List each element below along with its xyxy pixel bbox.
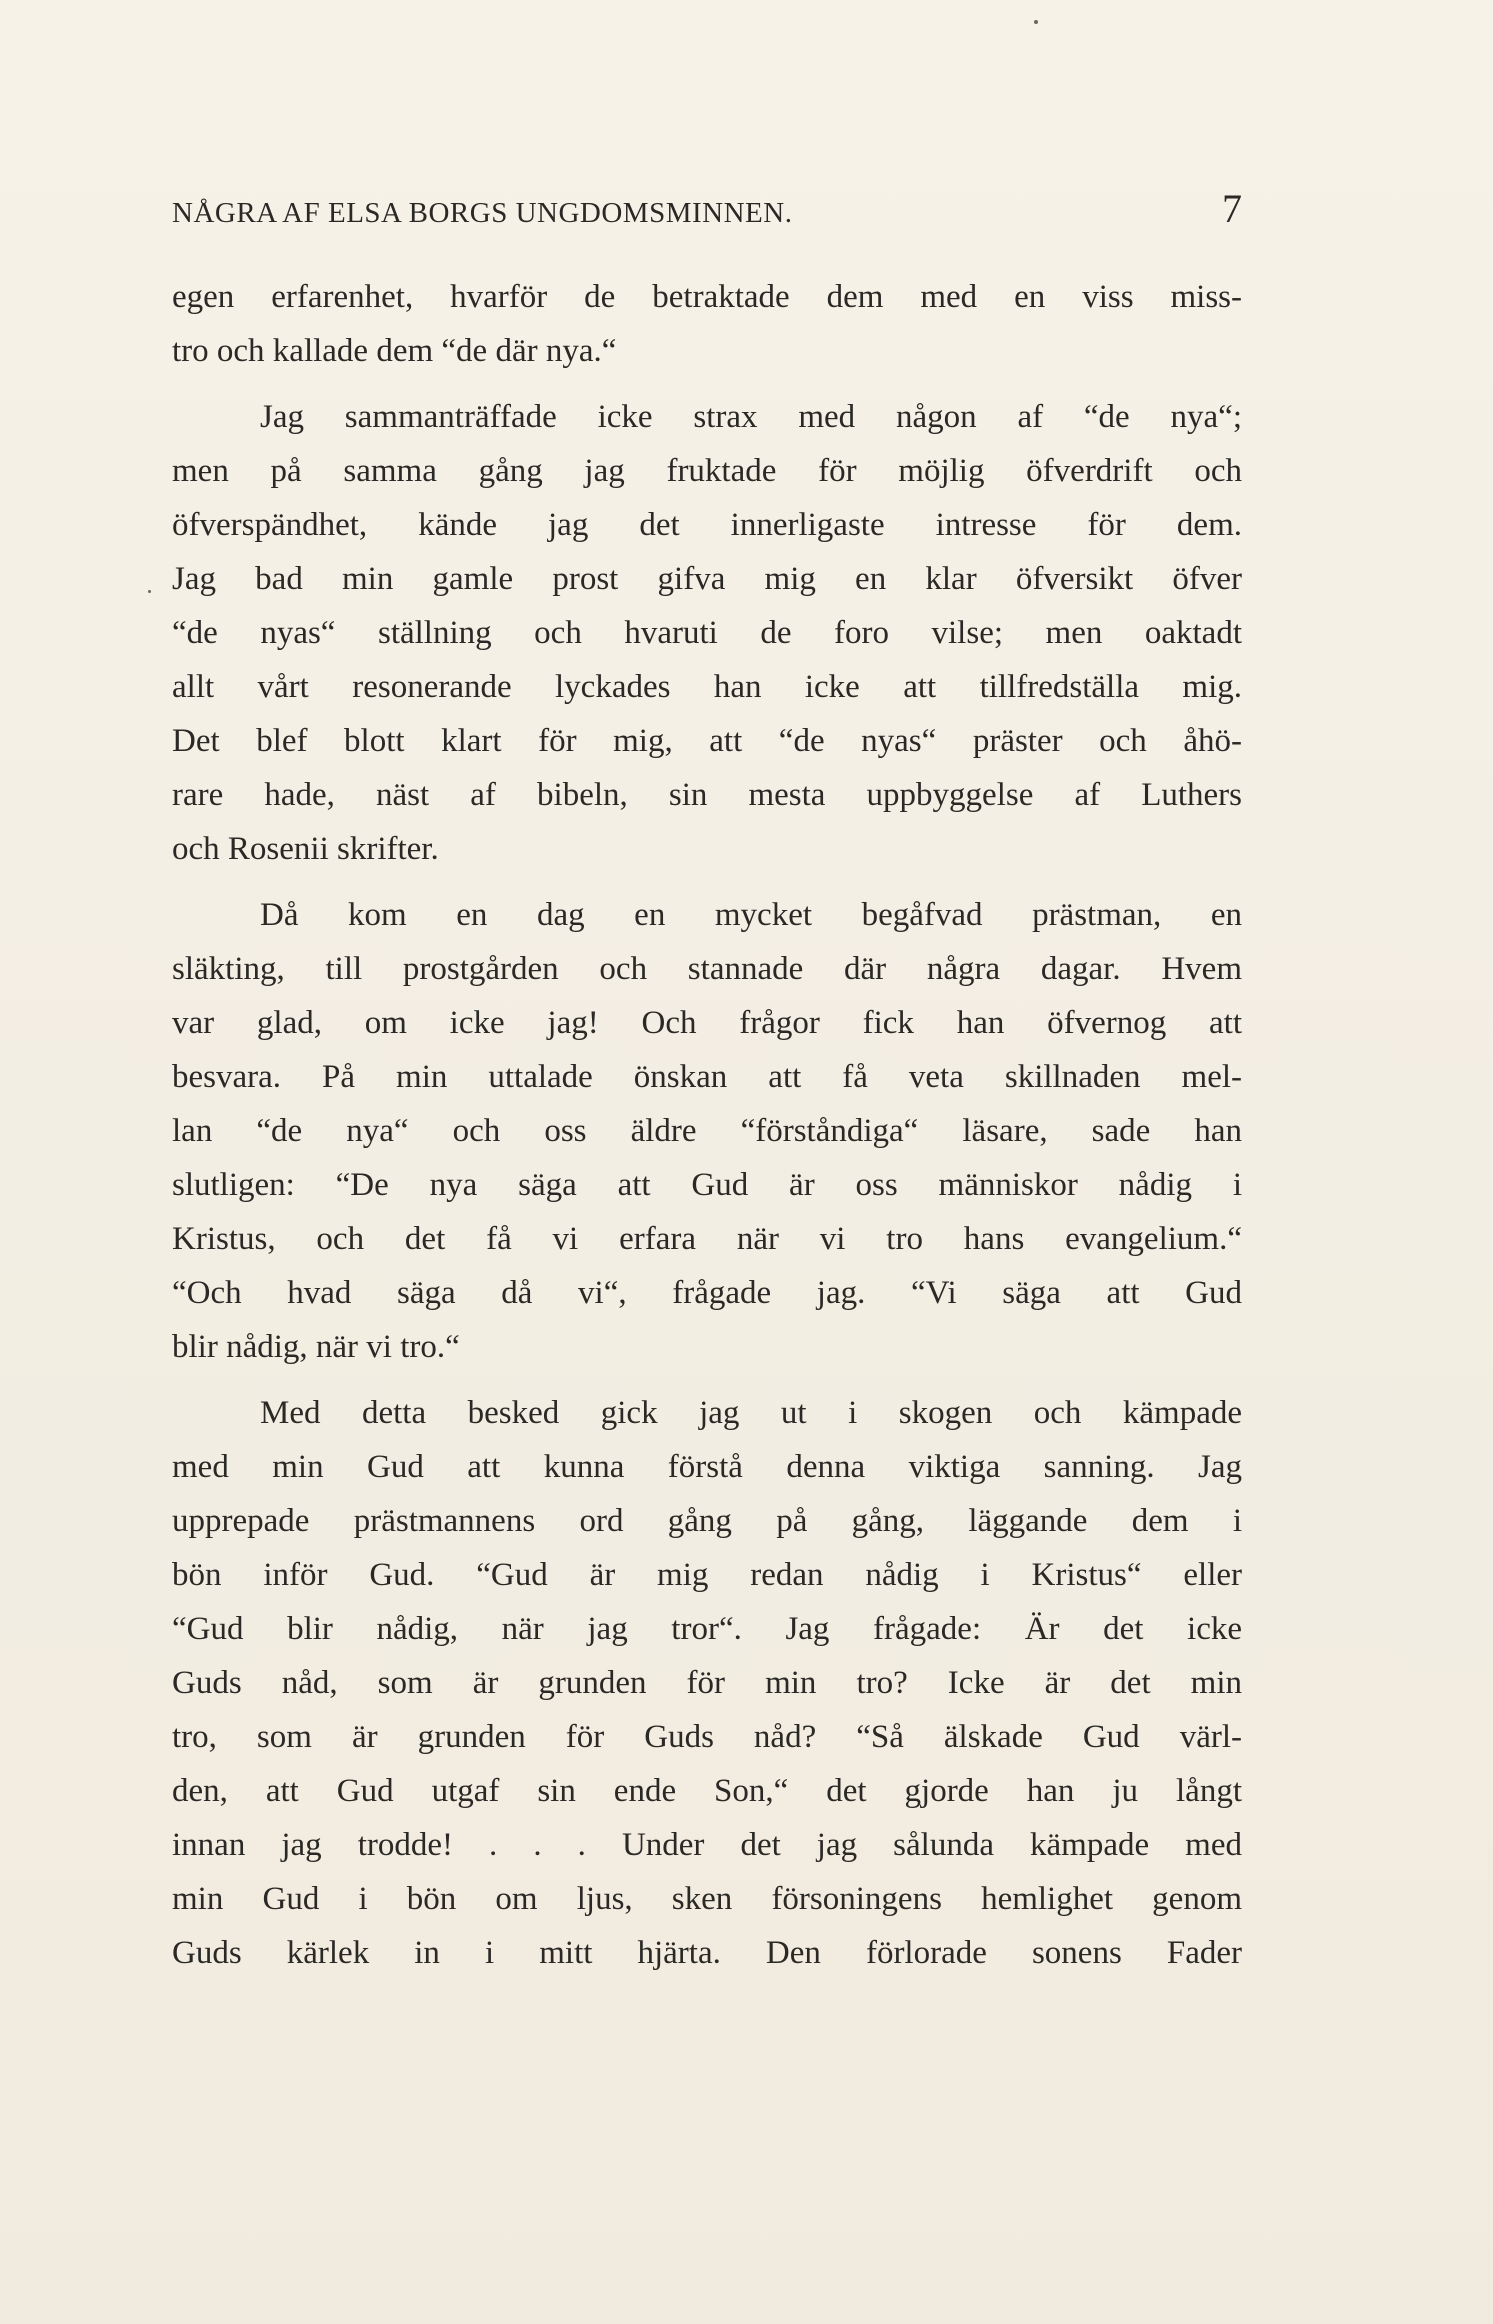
text-line: blir nådig, när vi tro.“: [172, 1329, 460, 1365]
page-number: 7: [1222, 186, 1242, 231]
text-line: släkting, till prostgården och stannade där några dagar. Hvem: [172, 951, 1242, 987]
body-text: [172, 270, 1242, 1980]
text-line: den, att Gud utgaf sin ende Son,“ det gjorde han ju långt: [172, 1773, 1242, 1809]
text-line: Då kom en dag en mycket begåfvad prästman, en: [260, 897, 1242, 933]
text-line: egen erfarenhet, hvarför de betraktade dem med en viss miss-: [172, 279, 1242, 315]
text-line: Jag bad min gamle prost gifva mig en klar öfversikt öfver: [172, 561, 1242, 597]
text-line: innan jag trodde! . . . Under det jag sålunda kämpade med: [172, 1827, 1242, 1863]
text-line: med min Gud att kunna förstå denna viktiga sanning. Jag: [172, 1449, 1242, 1485]
text-line: Guds kärlek in i mitt hjärta. Den förlorade sonens Fader: [172, 1935, 1242, 1971]
paper-speck: [1034, 20, 1038, 24]
text-line: upprepade prästmannens ord gång på gång, läggande dem i: [172, 1503, 1242, 1539]
text-line: Guds nåd, som är grunden för min tro? Icke är det min: [172, 1665, 1242, 1701]
text-line: min Gud i bön om ljus, sken försoningens hemlighet genom: [172, 1881, 1242, 1917]
paper-speck: [148, 590, 151, 593]
text-line: allt vårt resonerande lyckades han icke att tillfredställa mig.: [172, 669, 1242, 705]
text-line: och Rosenii skrifter.: [172, 831, 439, 867]
text-line: bön inför Gud. “Gud är mig redan nådig i Kristus“ eller: [172, 1557, 1242, 1593]
running-title: NÅGRA AF ELSA BORGS UNGDOMSMINNEN.: [172, 197, 793, 229]
text-line: Jag sammanträffade icke strax med någon af “de nya“;: [260, 399, 1242, 435]
text-line: men på samma gång jag fruktade för möjlig öfverdrift och: [172, 453, 1242, 489]
text-line: “de nyas“ ställning och hvaruti de foro vilse; men oaktadt: [172, 615, 1242, 651]
text-line: var glad, om icke jag! Och frågor fick han öfvernog att: [172, 1005, 1242, 1041]
text-line: Det blef blott klart för mig, att “de nyas“ präster och åhö-: [172, 723, 1242, 759]
text-line: rare hade, näst af bibeln, sin mesta uppbyggelse af Luthers: [172, 777, 1242, 813]
text-line: lan “de nya“ och oss äldre “förståndiga“ läsare, sade han: [172, 1113, 1242, 1149]
text-line: besvara. På min uttalade önskan att få veta skillnaden mel-: [172, 1059, 1242, 1095]
text-line: Kristus, och det få vi erfara när vi tro hans evangelium.“: [172, 1221, 1242, 1257]
text-line: Med detta besked gick jag ut i skogen och kämpade: [260, 1395, 1242, 1431]
text-line: “Gud blir nådig, när jag tror“. Jag frågade: Är det icke: [172, 1611, 1242, 1647]
text-line: tro, som är grunden för Guds nåd? “Så älskade Gud värl-: [172, 1719, 1242, 1755]
text-line: “Och hvad säga då vi“, frågade jag. “Vi säga att Gud: [172, 1275, 1242, 1311]
page-header: [172, 185, 1242, 245]
text-line: öfverspändhet, kände jag det innerligaste intresse för dem.: [172, 507, 1242, 543]
text-line: tro och kallade dem “de där nya.“: [172, 333, 617, 369]
text-line: slutligen: “De nya säga att Gud är oss människor nådig i: [172, 1167, 1242, 1203]
